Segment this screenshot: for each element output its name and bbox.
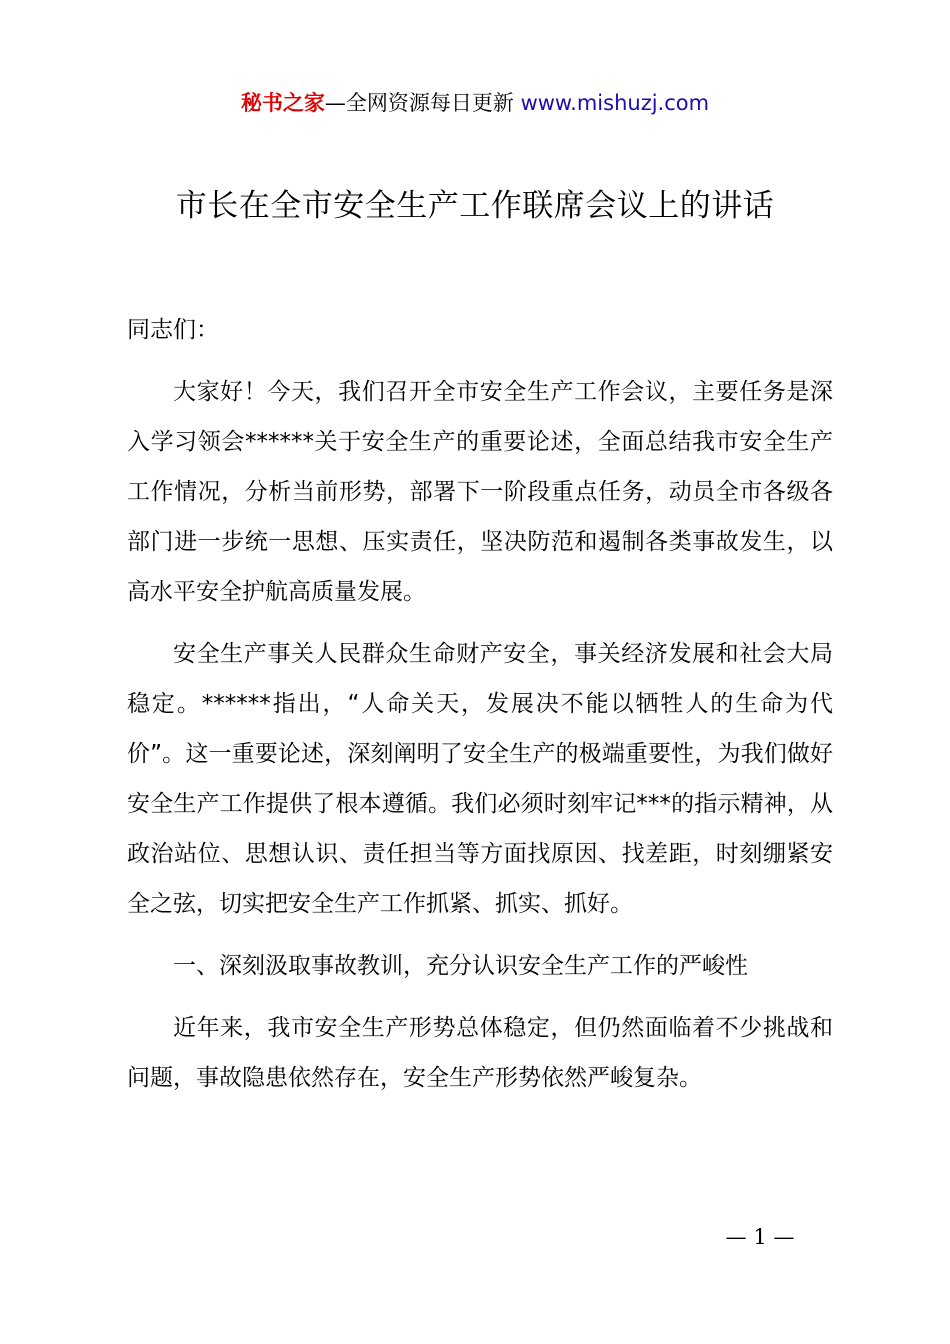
site-brand: 秘书之家 xyxy=(240,91,325,115)
page-number: — 1 — xyxy=(725,1225,795,1249)
paragraph-opening: 大家好！今天，我们召开全市安全生产工作会议，主要任务是深入学习领会******关于安全生产的重要论述，全面总结我市安全生产工作情况，分析当前形势，部署下一阶段重点任务，动员全市各级各部门进一步统一思想、压实责任，坚决防范和遏制各类事故发生，以高水平安全护航高质量发展。 xyxy=(127,379,833,605)
site-header xyxy=(0,86,950,120)
document-title: 市长在全市安全生产工作联席会议上的讲话 xyxy=(175,188,775,224)
greeting: 同志们： xyxy=(127,317,219,343)
section-heading: 一、深刻汲取事故教训，充分认识安全生产工作的严峻性 xyxy=(173,953,748,979)
paragraph-importance: 安全生产事关人民群众生命财产安全，事关经济发展和社会大局稳定。******指出，“人命关天，发展决不能以牺牲人的生命为代价”。这一重要论述，深刻阐明了安全生产的极端重要性，为我们做好安全生产工作提供了根本遵循。我们必须时刻牢记***的指示精神，从政治站位、思想认识、责任担当等方面找原因、找差距，时刻绷紧安全之弦，切实把安全生产工作抓紧、抓实、抓好。 xyxy=(127,641,833,917)
site-url[interactable]: www.mishuzj.com xyxy=(520,91,710,115)
document-body xyxy=(127,305,833,1115)
site-slogan: —全网资源每日更新 xyxy=(324,91,521,115)
paragraph-section-one: 近年来，我市安全生产形势总体稳定，但仍然面临着不少挑战和问题，事故隐患依然存在，安全生产形势依然严峻复杂。 xyxy=(127,1015,833,1091)
